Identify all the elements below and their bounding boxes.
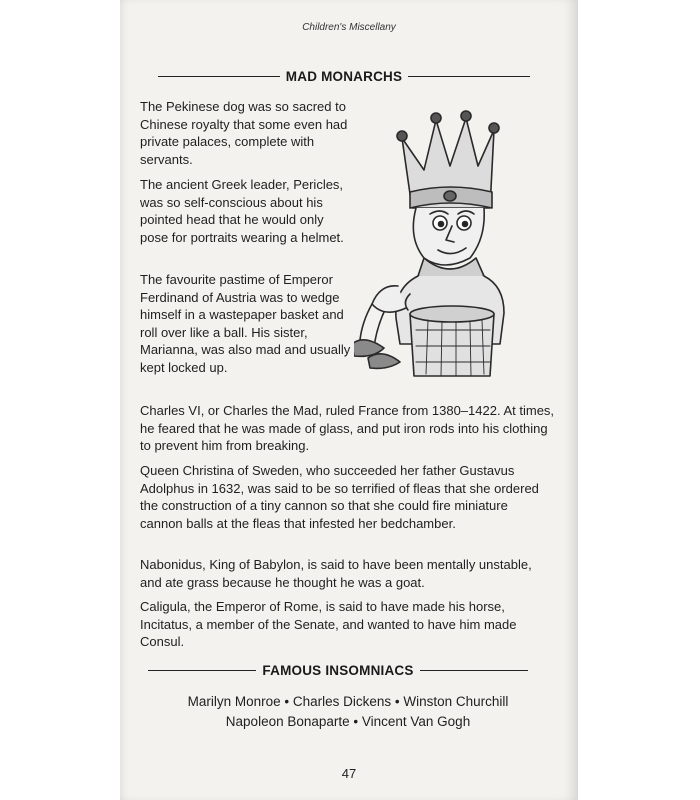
paragraph-pericles: The ancient Greek leader, Pericles, was so self-conscious about his pointed head that he would only pose for portraits wearing a helmet. <box>140 177 344 245</box>
section-title: MAD MONARCHS <box>285 68 403 84</box>
section-heading-famous-insomniacs <box>148 662 528 678</box>
section-title: FAMOUS INSOMNIACS <box>262 662 414 678</box>
paragraph-nabonidus: Nabonidus, King of Babylon, is said to have been mentally unstable, and ate grass because he thought he was a goat. <box>140 557 532 590</box>
paragraph-queen-christina: Queen Christina of Sweden, who succeeded her father Gustavus Adolphus in 1632, was said to be so terrified of fleas that she ordered the construction of a tiny cannon so that she could fire miniature cannon balls at the fleas that infested her bedchamber. <box>140 463 539 531</box>
page-number: 47 <box>341 766 357 781</box>
heading-rule-left <box>158 76 280 77</box>
running-head: Children's Miscellany <box>302 22 396 33</box>
insomniacs-line-1: Marilyn Monroe • Charles Dickens • Winston Churchill <box>187 694 509 709</box>
heading-rule-right <box>408 76 530 77</box>
mad-king-in-basket-illustration <box>354 108 546 378</box>
paragraph-caligula: Caligula, the Emperor of Rome, is said to have made his horse, Incitatus, a member of the Senate, and wanted to have him made Consul. <box>140 599 517 649</box>
book-page <box>120 0 578 800</box>
paragraph-pekinese: The Pekinese dog was so sacred to Chinese royalty that some even had private palaces, complete with servants. <box>140 99 348 167</box>
section-heading-mad-monarchs <box>158 68 530 84</box>
insomniacs-line-2: Napoleon Bonaparte • Vincent Van Gogh <box>225 714 471 729</box>
heading-rule-right <box>420 670 528 671</box>
paragraph-ferdinand: The favourite pastime of Emperor Ferdinand of Austria was to wedge himself in a wastepaper basket and roll over like a ball. His sister, Marianna, was also mad and usually kept locked up. <box>140 272 351 375</box>
paragraph-charles-vi: Charles VI, or Charles the Mad, ruled France from 1380–1422. At times, he feared that he was made of glass, and put iron rods into his clothing to prevent him from breaking. <box>140 403 555 453</box>
heading-rule-left <box>148 670 256 671</box>
